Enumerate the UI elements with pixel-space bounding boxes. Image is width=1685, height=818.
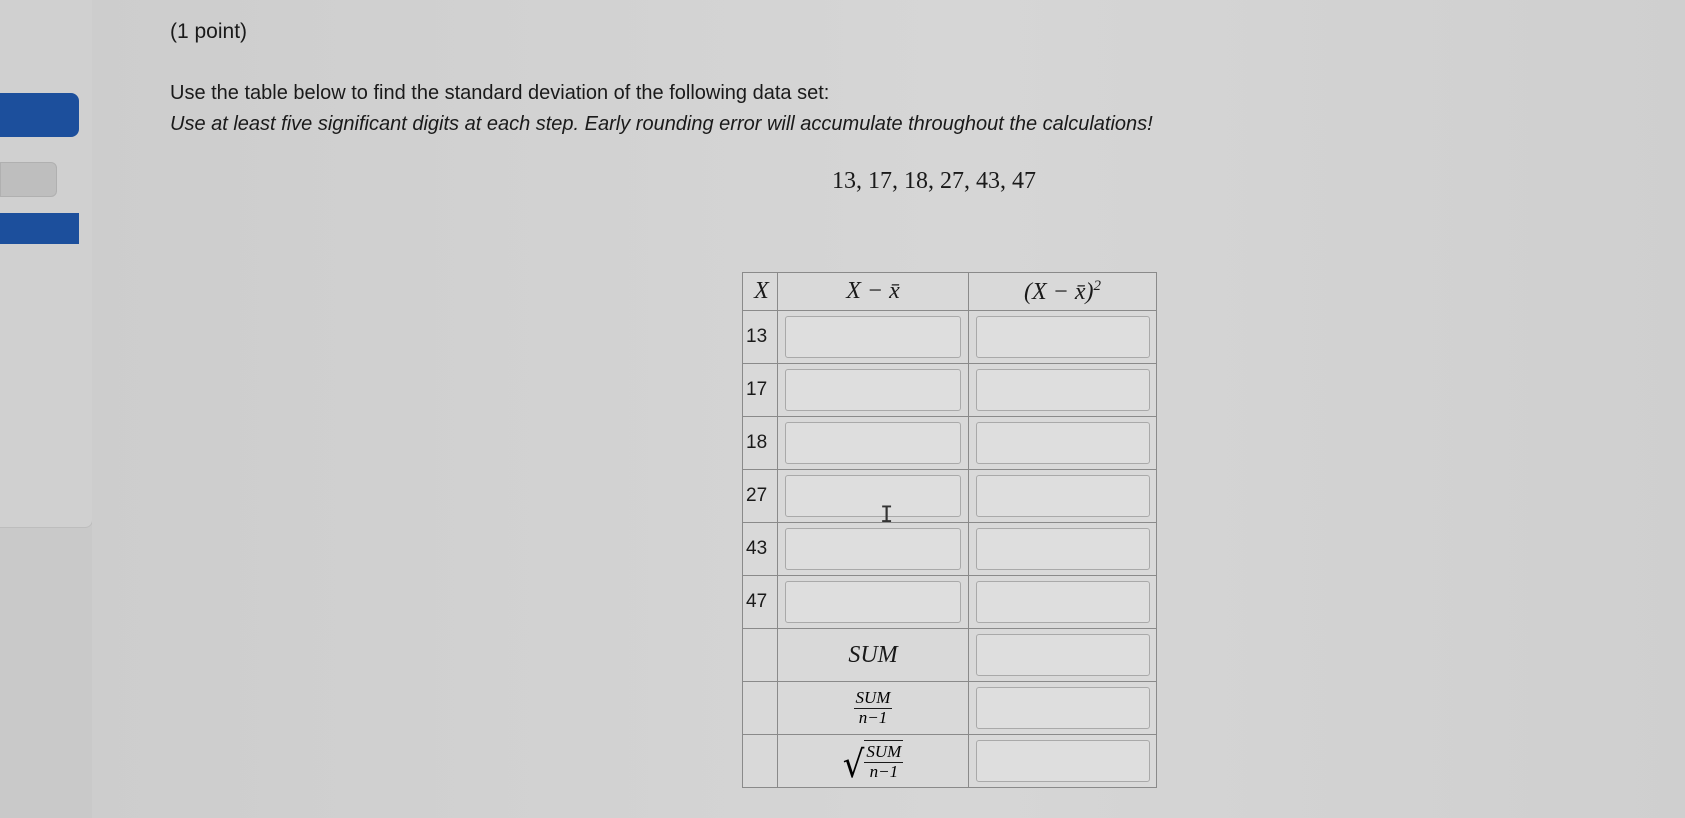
deviation-input-5[interactable] bbox=[785, 528, 961, 570]
sd-denominator: n−1 bbox=[869, 762, 899, 781]
deviation-input-1[interactable] bbox=[785, 316, 961, 358]
standard-deviation-input[interactable] bbox=[976, 740, 1150, 782]
variance-row bbox=[743, 682, 1157, 735]
row-x-value: 13 bbox=[743, 311, 778, 364]
row-x-value: 47 bbox=[743, 576, 778, 629]
variance-numerator: SUM bbox=[855, 687, 891, 707]
radicand bbox=[864, 740, 903, 781]
variance-label bbox=[778, 682, 969, 735]
nav-tab-active[interactable] bbox=[0, 93, 79, 137]
squared-input-5[interactable] bbox=[976, 528, 1150, 570]
nav-tab[interactable] bbox=[0, 162, 57, 197]
variance-denominator: n−1 bbox=[858, 707, 888, 727]
deviation-input-4[interactable] bbox=[785, 475, 961, 517]
sum-input[interactable] bbox=[976, 634, 1150, 676]
deviation-input-6[interactable] bbox=[785, 581, 961, 623]
point-value: (1 point) bbox=[170, 20, 248, 43]
rounding-note: Use at least five significant digits at each step. Early rounding error will accumulate throughout the calculations! bbox=[170, 113, 1153, 135]
table-row bbox=[743, 523, 1157, 576]
row-x-value: 27 bbox=[743, 470, 778, 523]
squared-input-3[interactable] bbox=[976, 422, 1150, 464]
squared-input-6[interactable] bbox=[976, 581, 1150, 623]
data-set: 13, 17, 18, 27, 43, 47 bbox=[832, 168, 1036, 194]
empty-cell bbox=[743, 735, 778, 788]
nav-tab-secondary[interactable] bbox=[0, 213, 79, 244]
header-x: X bbox=[743, 273, 778, 311]
standard-deviation-label bbox=[778, 735, 969, 788]
standard-deviation-row bbox=[743, 735, 1157, 788]
row-x-value: 43 bbox=[743, 523, 778, 576]
header-deviation: X − x̄ bbox=[778, 273, 969, 311]
table-row bbox=[743, 364, 1157, 417]
text-cursor-icon: I bbox=[880, 503, 894, 528]
sd-numerator: SUM bbox=[866, 742, 902, 762]
variance-fraction bbox=[854, 689, 893, 727]
variance-input[interactable] bbox=[976, 687, 1150, 729]
question-panel bbox=[92, 0, 1685, 818]
row-x-value: 17 bbox=[743, 364, 778, 417]
instruction-text: Use the table below to find the standard deviation of the following data set: bbox=[170, 82, 830, 104]
header-squared-base: (X − x̄) bbox=[1024, 278, 1094, 305]
deviation-input-2[interactable] bbox=[785, 369, 961, 411]
sum-row bbox=[743, 629, 1157, 682]
squared-input-2[interactable] bbox=[976, 369, 1150, 411]
table-row bbox=[743, 311, 1157, 364]
header-squared-exponent: 2 bbox=[1093, 277, 1101, 294]
deviation-input-3[interactable] bbox=[785, 422, 961, 464]
sd-fraction bbox=[864, 743, 903, 781]
table-row bbox=[743, 576, 1157, 629]
header-squared-deviation bbox=[969, 273, 1157, 311]
squared-input-4[interactable] bbox=[976, 475, 1150, 517]
square-root-expression bbox=[842, 740, 904, 787]
squared-input-1[interactable] bbox=[976, 316, 1150, 358]
square-root-icon: √ bbox=[842, 742, 865, 787]
empty-cell bbox=[743, 629, 778, 682]
table-row bbox=[743, 470, 1157, 523]
side-panel bbox=[0, 0, 93, 528]
sum-label: SUM bbox=[778, 629, 969, 682]
row-x-value: 18 bbox=[743, 417, 778, 470]
empty-cell bbox=[743, 682, 778, 735]
table-row bbox=[743, 417, 1157, 470]
standard-deviation-table bbox=[742, 272, 1157, 788]
table-header-row bbox=[743, 273, 1157, 311]
